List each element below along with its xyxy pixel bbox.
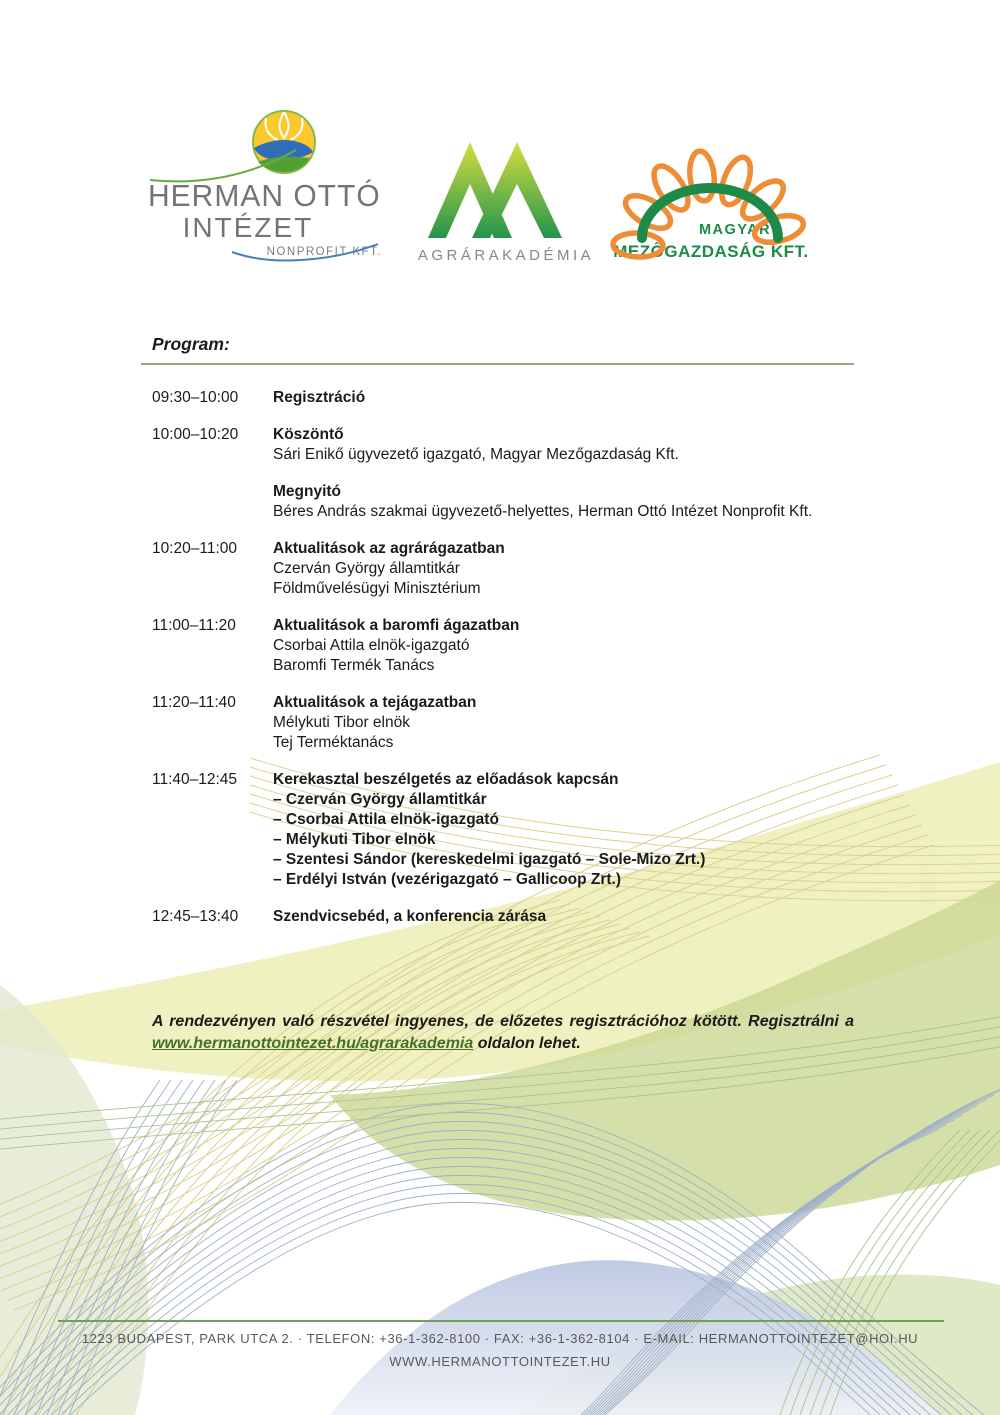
roundtable-participant: – Erdélyi István (vezérigazgató – Gallicoop Zrt.) bbox=[273, 871, 621, 888]
schedule bbox=[152, 388, 852, 944]
session-details bbox=[273, 482, 848, 522]
registration-note bbox=[152, 1011, 854, 1055]
herman-otto-logo-line3: NONPROFIT KFT. bbox=[266, 246, 382, 258]
schedule-row bbox=[152, 693, 852, 753]
schedule-row bbox=[152, 907, 852, 927]
schedule-row bbox=[152, 616, 852, 676]
time-range bbox=[152, 482, 273, 522]
roundtable-participant: – Czerván György államtitkár bbox=[273, 791, 487, 808]
session-title: Aktualitások a tejágazatban bbox=[273, 694, 477, 711]
session-details bbox=[273, 539, 848, 599]
session-line: Sári Enikő ügyvezető igazgató, Magyar Mezőgazdaság Kft. bbox=[273, 446, 679, 463]
magyar-mezogazdasag-logo-line2: MEZŐGAZDASÁG KFT. bbox=[613, 242, 809, 261]
agrarakademia-triangles-icon bbox=[428, 142, 562, 238]
magyar-mezogazdasag-sun-icon bbox=[613, 150, 807, 258]
registration-link[interactable]: www.hermanottointezet.hu/agrarakademia bbox=[152, 1035, 474, 1052]
footer-divider bbox=[58, 1320, 944, 1322]
session-details bbox=[273, 616, 848, 676]
header-logos-art bbox=[0, 0, 1000, 330]
session-line: Béres András szakmai ügyvezető-helyettes, Herman Ottó Intézet Nonprofit Kft. bbox=[273, 503, 813, 520]
registration-note-text-1: A rendezvényen való részvétel ingyenes, de előzetes regisztrációhoz kötött. Regisztrálni a bbox=[152, 1013, 854, 1030]
roundtable-participant: – Mélykuti Tibor elnök bbox=[273, 831, 436, 848]
roundtable-participant: – Szentesi Sándor (kereskedelmi igazgató – Sole-Mizo Zrt.) bbox=[273, 851, 706, 868]
time-range: 09:30–10:00 bbox=[152, 389, 239, 406]
herman-otto-emblem-icon bbox=[148, 111, 381, 260]
schedule-row bbox=[152, 388, 852, 408]
time-range: 11:40–12:45 bbox=[152, 771, 238, 788]
session-title: Köszöntő bbox=[273, 426, 344, 443]
footer-website-line: WWW.HERMANOTTOINTEZET.HU bbox=[389, 1354, 611, 1369]
session-title: Aktualitások a baromfi ágazatban bbox=[273, 617, 520, 634]
schedule-row bbox=[152, 539, 852, 599]
schedule-row bbox=[152, 425, 852, 465]
schedule-row bbox=[152, 770, 852, 890]
magyar-mezogazdasag-logo-line1: MAGYAR bbox=[698, 222, 772, 238]
session-line: Czerván György államtitkár bbox=[273, 560, 460, 577]
session-title: Kerekasztal beszélgetés az előadások kapcsán bbox=[273, 771, 619, 788]
schedule-row bbox=[152, 482, 852, 522]
time-range: 10:20–11:00 bbox=[152, 540, 238, 557]
session-line: Baromfi Termék Tanács bbox=[273, 657, 435, 674]
registration-note-text-2: oldalon lehet. bbox=[473, 1035, 581, 1052]
footer-contact-line: 1223 BUDAPEST, PARK UTCA 2. · TELEFON: +36-1-362-8100 · FAX: +36-1-362-8104 · E-MAIL: HERMANOTTOINTEZET@HOI.HU bbox=[81, 1331, 919, 1346]
session-title: Szendvicsebéd, a konferencia zárása bbox=[273, 908, 547, 925]
session-line: Földművelésügyi Minisztérium bbox=[273, 580, 481, 597]
roundtable-participant: – Csorbai Attila elnök-igazgató bbox=[273, 811, 499, 828]
herman-otto-logo-line1: HERMAN OTTÓ bbox=[148, 179, 381, 214]
session-details bbox=[273, 907, 848, 927]
time-range: 11:20–11:40 bbox=[152, 694, 236, 711]
page-title: Program: bbox=[152, 334, 230, 354]
session-details bbox=[273, 425, 848, 465]
time-range: 10:00–10:20 bbox=[152, 426, 239, 443]
session-details bbox=[273, 693, 848, 753]
time-range: 11:00–11:20 bbox=[152, 617, 236, 634]
time-range: 12:45–13:40 bbox=[152, 908, 239, 925]
session-title: Megnyitó bbox=[273, 483, 342, 500]
heading-divider bbox=[141, 363, 854, 365]
session-line: Tej Terméktanács bbox=[273, 734, 394, 751]
session-line: Csorbai Attila elnök-igazgató bbox=[273, 637, 470, 654]
session-title: Aktualitások az agrárágazatban bbox=[273, 540, 505, 557]
session-details bbox=[273, 770, 848, 890]
session-line: Mélykuti Tibor elnök bbox=[273, 714, 410, 731]
herman-otto-logo-line2: INTÉZET bbox=[182, 212, 314, 243]
session-title: Regisztráció bbox=[273, 389, 366, 406]
agrarakademia-logo-label: AGRÁRAKADÉMIA bbox=[417, 247, 595, 264]
session-details bbox=[273, 388, 848, 408]
